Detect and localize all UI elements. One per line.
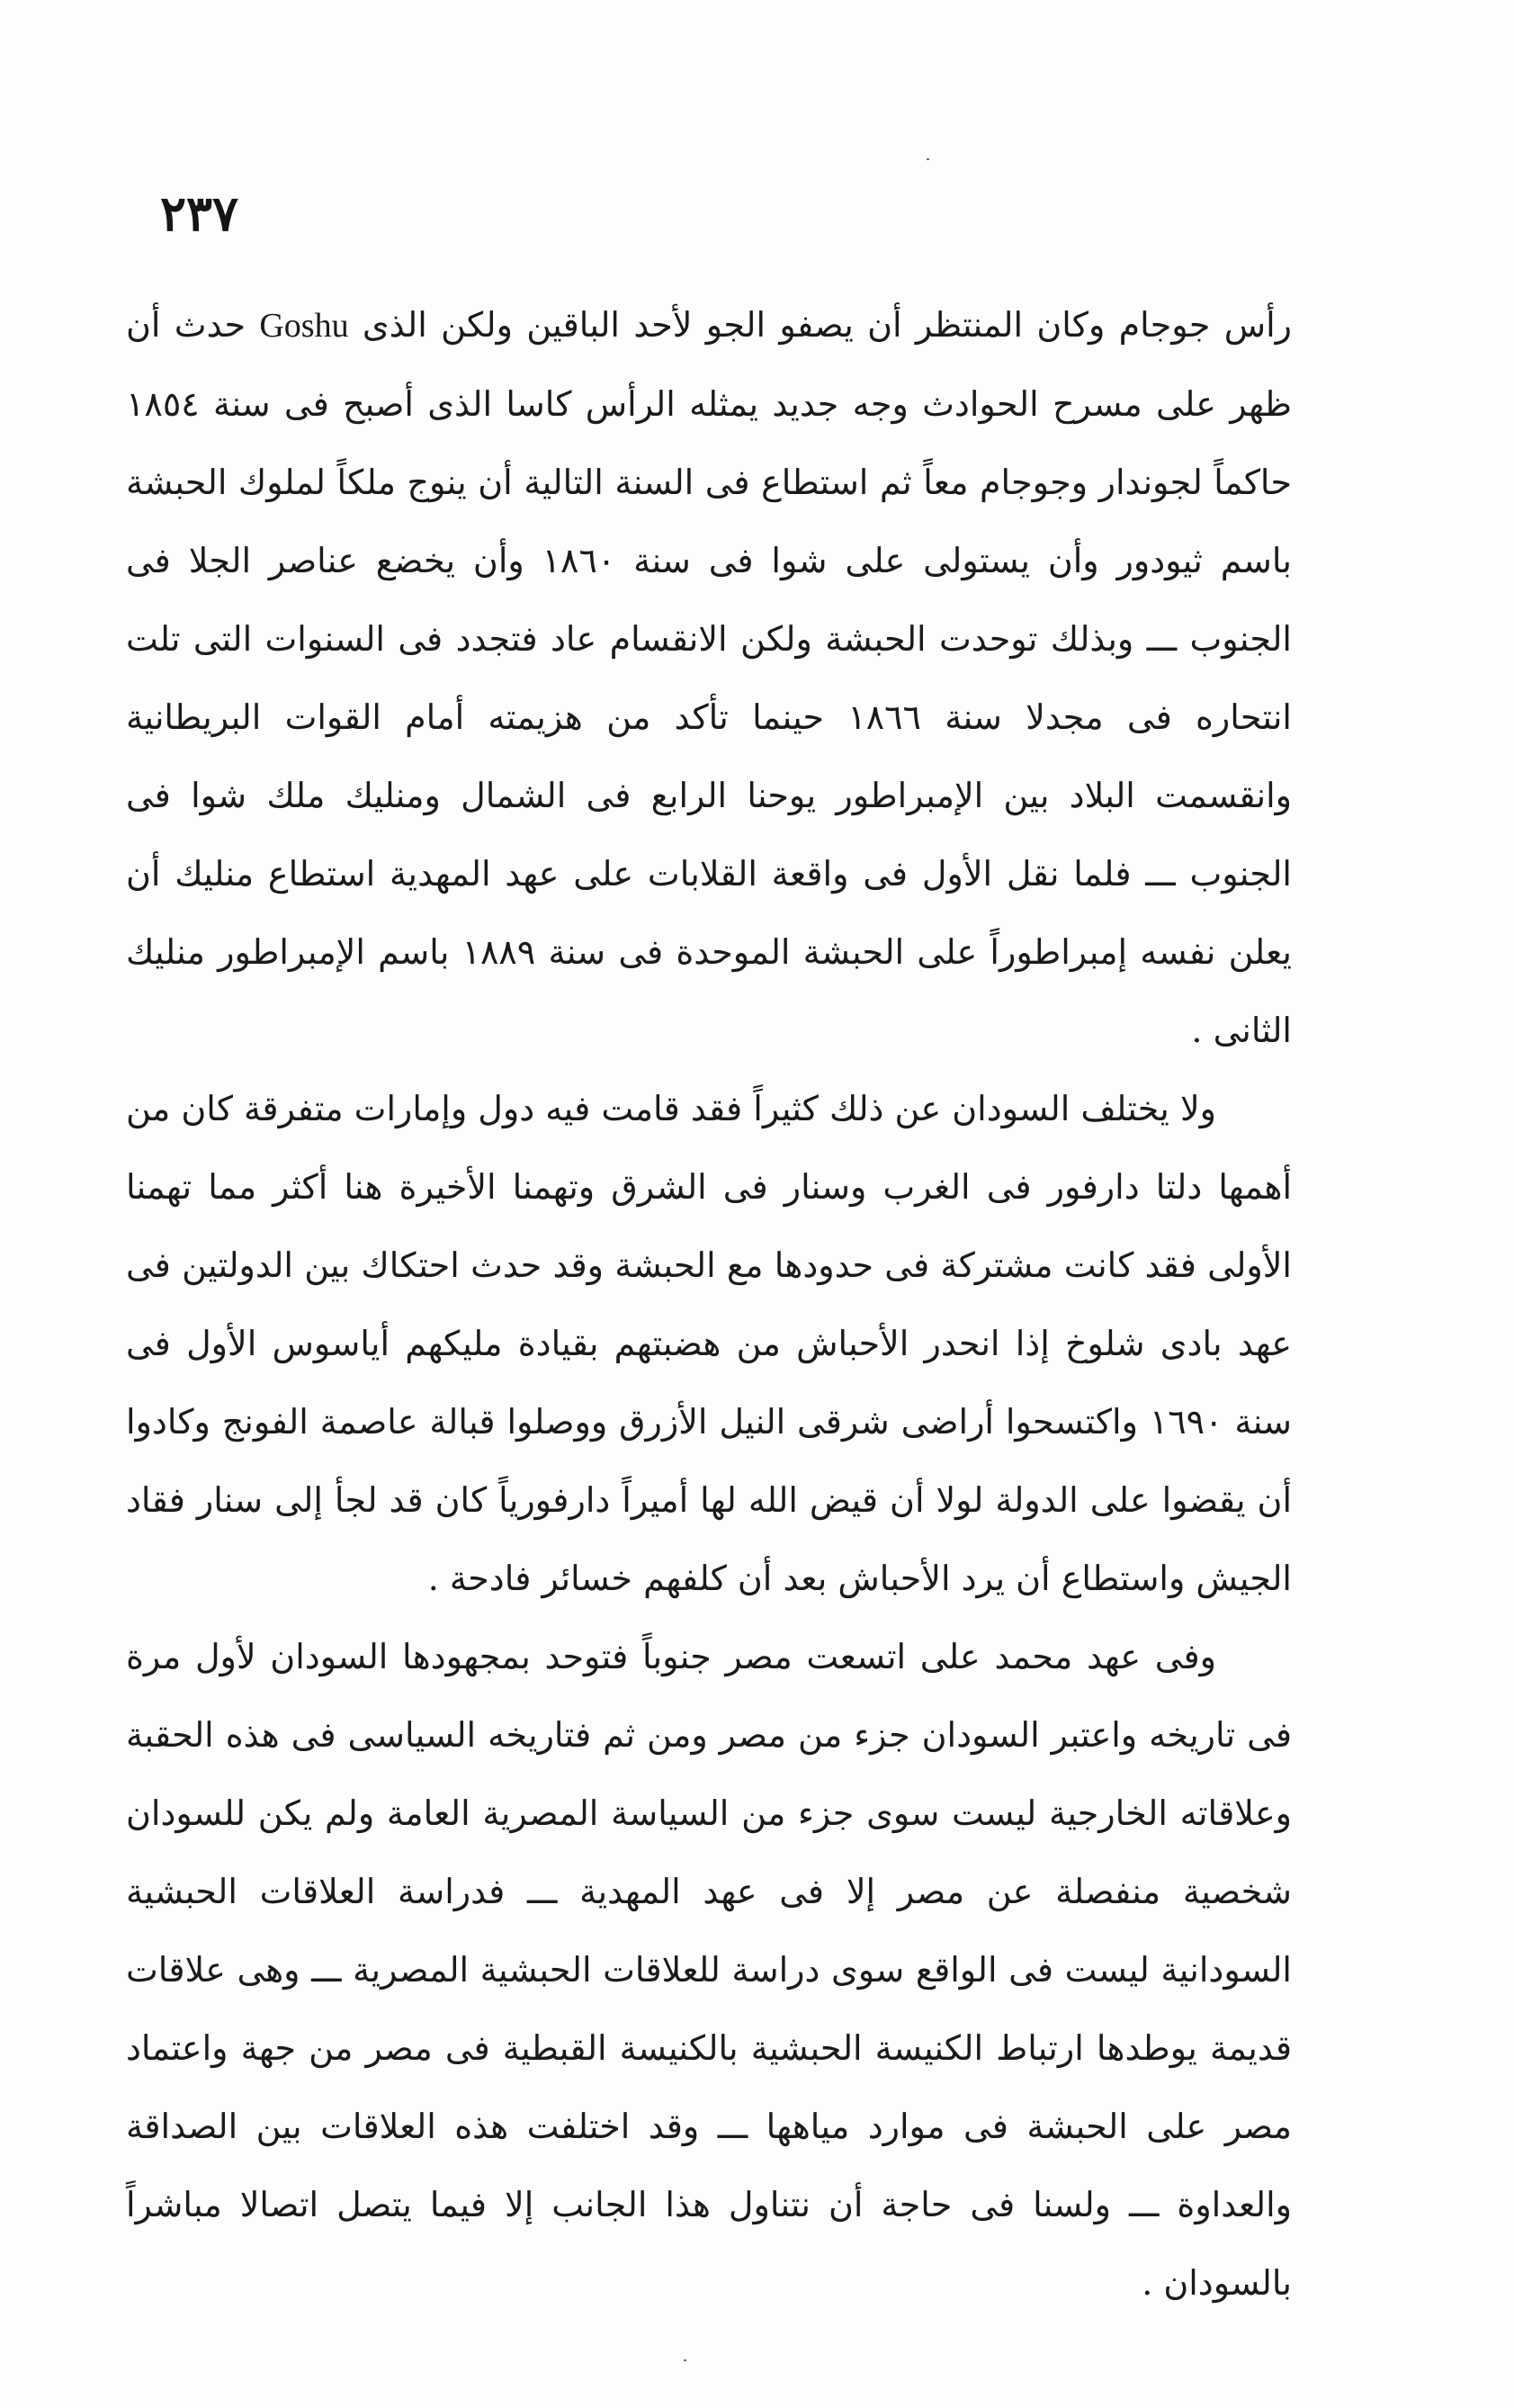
paragraph-1 [126,286,1292,1070]
paragraph-2: ولا يختلف السودان عن ذلك كثيراً فقد قامت فيه دول وإمارات متفرقة كان من أهمها دلتا دارفور فى الغرب وسنار فى الشرق وتهمنا الأخيرة هنا أكثر مما تهمنا الأولى فقد كانت مشتركة فى حدودها مع الحبشة وقد حدث احتكاك بين الدولتين فى عهد بادى شلوخ إذا انحدر الأحباش من هضبتهم بقيادة مليكهم أياسوس الأول فى سنة ١٦٩٠ واكتسحوا أراضى شرقى النيل الأزرق ووصلوا قبالة عاصمة الفونج وكادوا أن يقضوا على الدولة لولا أن قيض الله لها أميراً دارفورياً كان قد لجأ إلى سنار فقاد الجيش واستطاع أن يرد الأحباش بعد أن كلفهم خسائر فادحة . [126,1089,1293,1598]
paragraph-1-opening: رأس جوجام وكان المنتظر أن يصفو الجو لأحد الباقين ولكن الذى [362,305,1292,345]
paragraph-1-text: حدث أن ظهر على مسرح الحوادث وجه جديد يمثله الرأس كاسا الذى أصبح فى سنة ١٨٥٤ حاكماً لجوندار وجوجام معاً ثم استطاع فى السنة التالية أن ينوج ملكاً لملوك الحبشة باسم ثيودور وأن يستولى على شوا فى سنة ١٨٦٠ وأن يخضع عناصر الجلا فى الجنوب ـــ وبذلك توحدت الحبشة ولكن الانقسام عاد فتجدد فى السنوات التى تلت انتحاره فى مجدلا سنة ١٨٦٦ حينما تأكد من هزيمته أمام القوات البريطانية وانقسمت البلاد بين الإمبراطور يوحنا الرابع فى الشمال ومنليك ملك شوا فى الجنوب ـــ فلما نقل الأول فى واقعة القلابات على عهد المهدية استطاع منليك أن يعلن نفسه إمبراطوراً على الحبشة الموحدة فى سنة ١٨٨٩ باسم الإمبراطور منليك الثانى . [126,305,1292,1050]
page-number: ٢٣٧ [160,184,239,242]
paragraph-3: وفى عهد محمد على اتسعت مصر جنوباً فتوحد بمجهودها السودان لأول مرة فى تاريخه واعتبر السودان جزء من مصر ومن ثم فتاريخه السياسى فى هذه الحقبة وعلاقاته الخارجية ليست سوى جزء من السياسة المصرية العامة ولم يكن للسودان شخصية منفصلة عن مصر إلا فى عهد المهدية ـــ فدراسة العلاقات الحبشية السودانية ليست فى الواقع سوى دراسة للعلاقات الحبشية المصرية ـــ وهى علاقات قديمة يوطدها ارتباط الكنيسة الحبشية بالكنيسة القبطية فى مصر من جهة واعتماد مصر على الحبشة فى موارد مياهها ـــ وقد اختلفت هذه العلاقات بين الصداقة والعداوة ـــ ولسنا فى حاجة أن نتناول هذا الجانب إلا فيما يتصل اتصالا مباشراً بالسودان . [126,1637,1292,2303]
page-body [126,286,1292,2323]
print-speck [927,158,929,160]
latin-gloss-goshu: Goshu [259,307,349,345]
print-speck [684,2359,686,2361]
